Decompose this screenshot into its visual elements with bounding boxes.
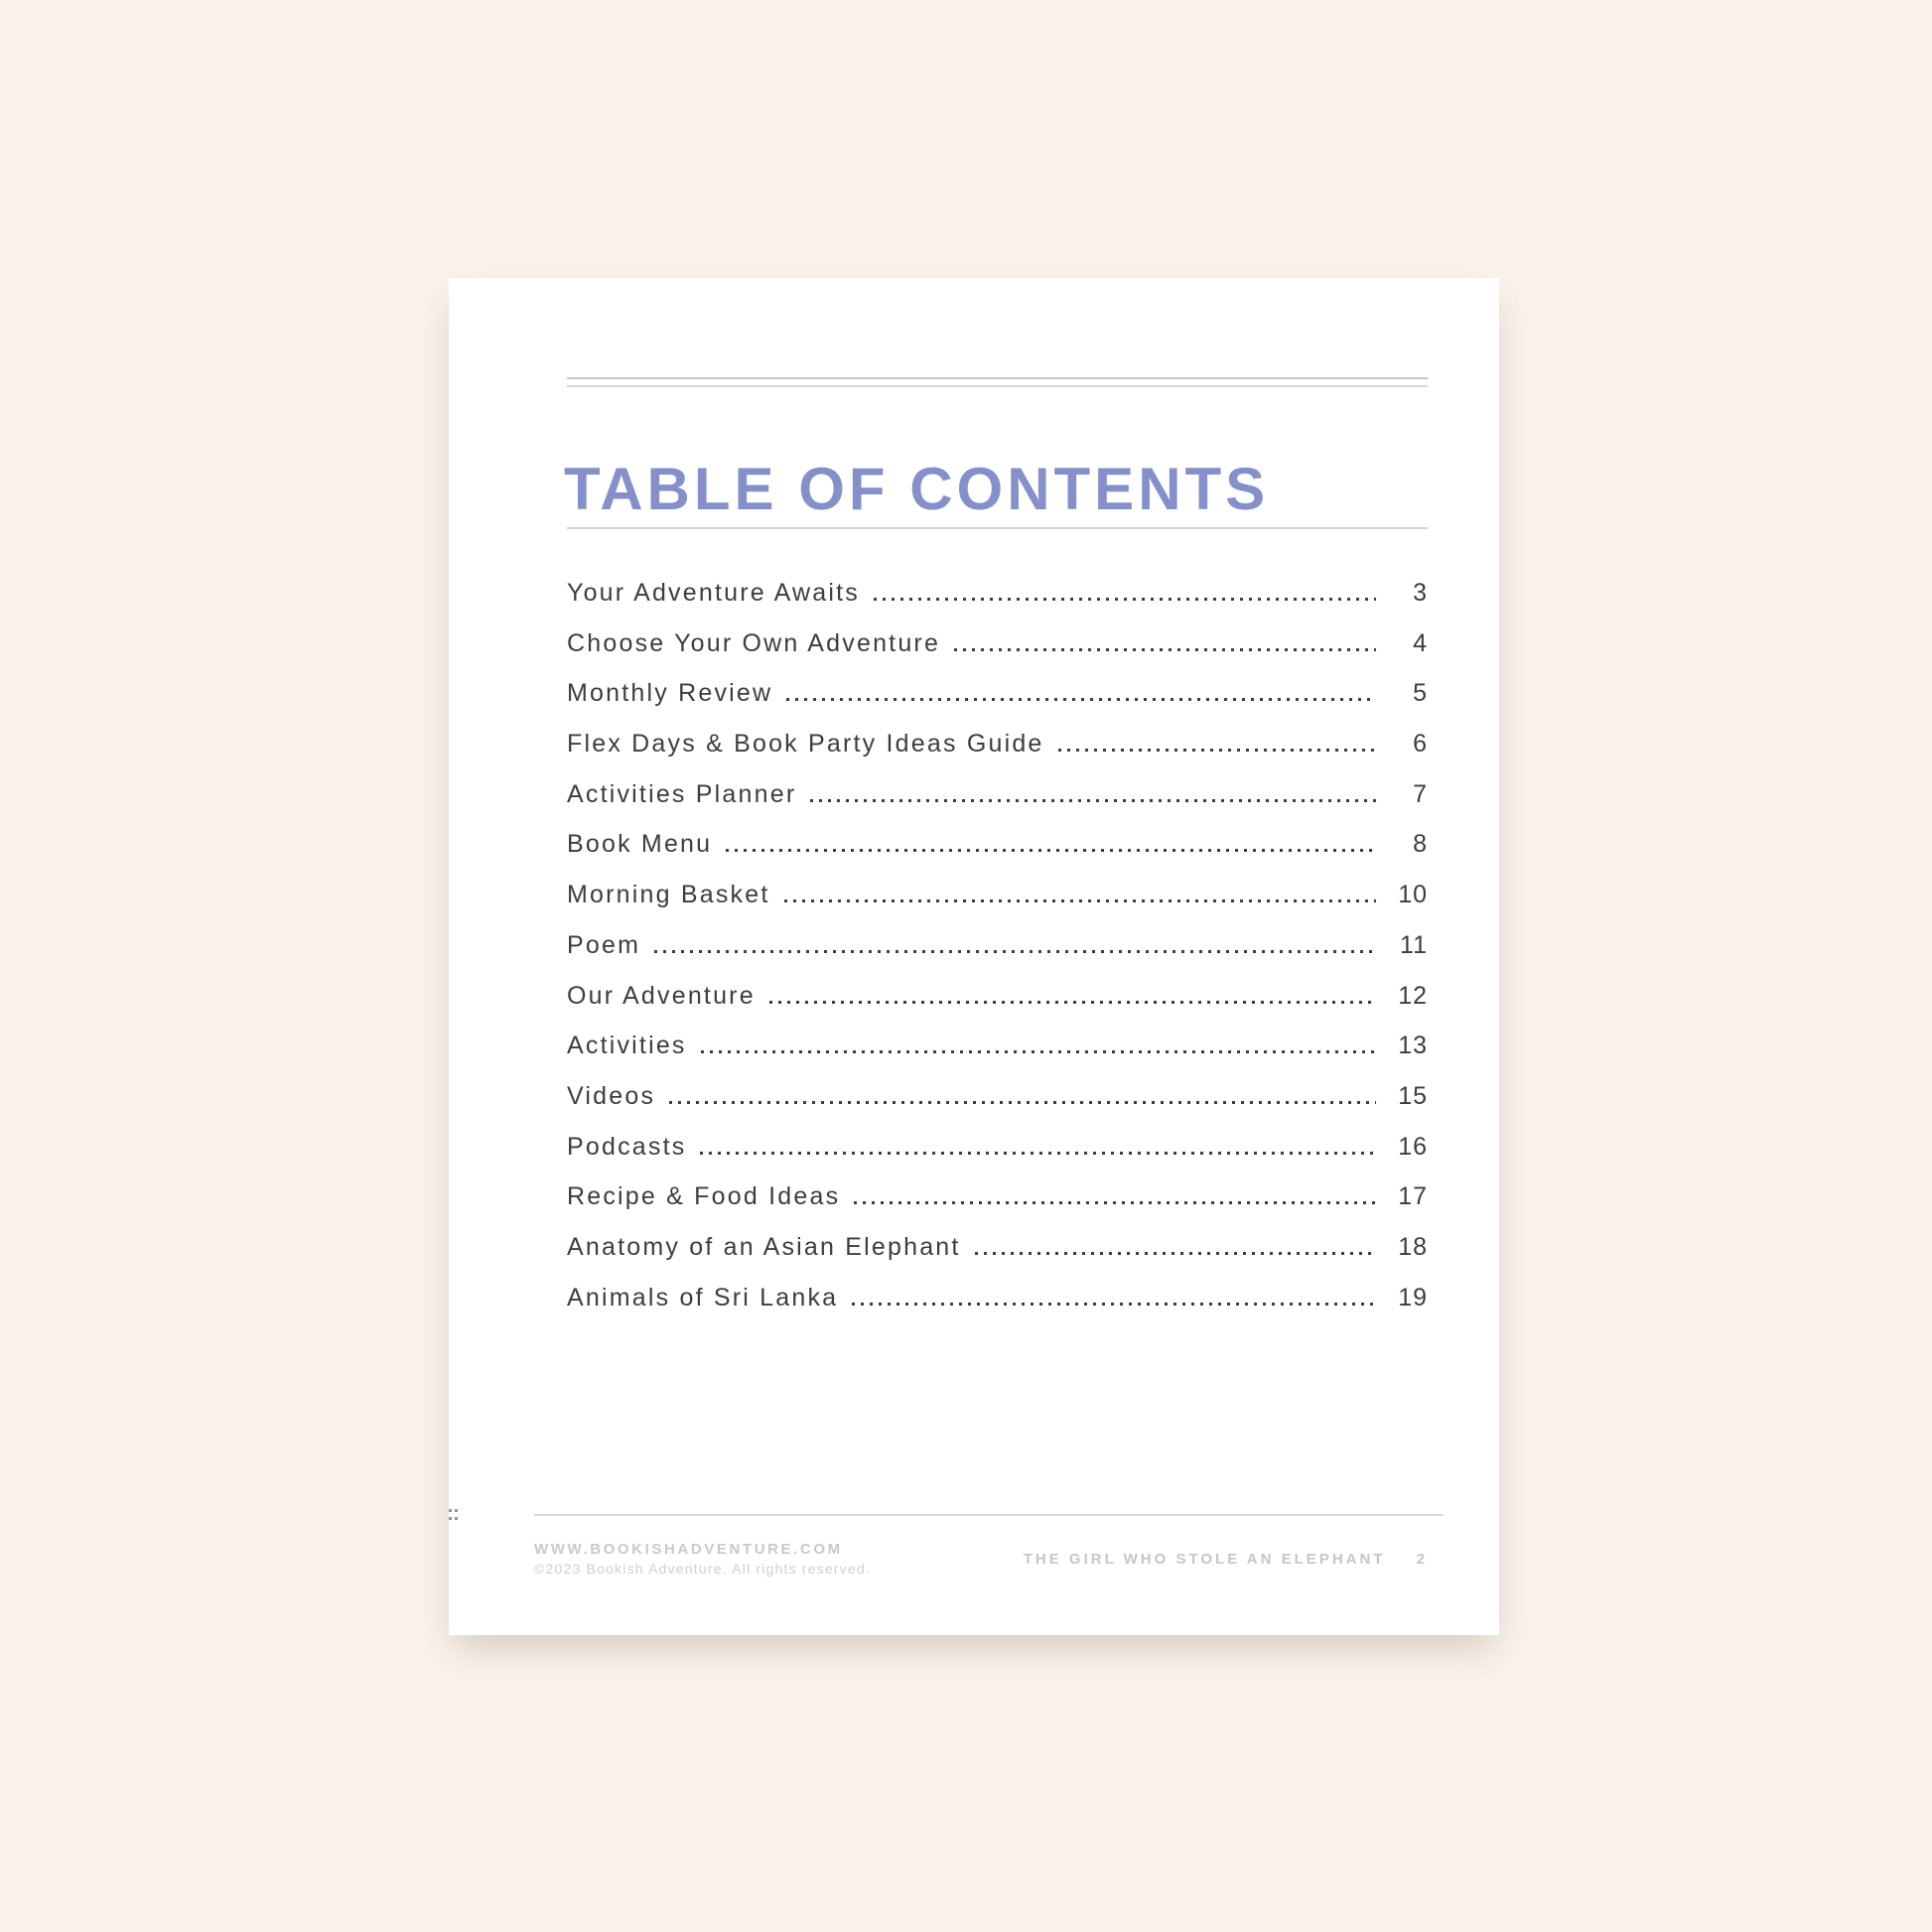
toc-entry-label: Videos [567,1081,656,1110]
footer-copyright: ©2023 Bookish Adventure. All rights reserved. [534,1561,872,1577]
toc-entry-label: Your Adventure Awaits [567,579,860,607]
toc-entry-page: 16 [1398,1132,1428,1161]
toc-entry-label: Anatomy of an Asian Elephant [567,1232,961,1261]
toc-entry-label: Choose Your Own Adventure [567,628,941,657]
toc-entry-page: 6 [1413,730,1428,759]
toc-row[interactable] [567,1273,1428,1323]
toc-entry-page: 13 [1398,1032,1428,1060]
toc-dot-leader [810,799,1376,802]
top-double-rule-upper [567,377,1428,379]
toc-list [567,568,1428,1322]
document-page [449,278,1499,1635]
toc-entry-page: 10 [1398,881,1428,909]
toc-entry-page: 8 [1413,830,1428,859]
toc-entry-label: Poem [567,930,641,959]
toc-row[interactable] [567,920,1428,971]
toc-entry-page: 12 [1398,981,1428,1010]
toc-entry-label: Animals of Sri Lanka [567,1283,839,1311]
toc-dot-leader [852,1303,1376,1306]
toc-row[interactable] [567,568,1428,619]
toc-row[interactable] [567,1021,1428,1071]
toc-dot-leader [874,598,1376,601]
toc-entry-page: 19 [1398,1283,1428,1311]
toc-row[interactable] [567,1222,1428,1273]
toc-dot-leader [1058,749,1376,752]
toc-dot-leader [654,950,1376,953]
toc-dot-leader [769,1001,1376,1004]
footer-book-title: THE GIRL WHO STOLE AN ELEPHANT [1023,1551,1386,1568]
footer-rule [534,1514,1444,1516]
toc-dot-leader [786,698,1376,701]
binding-dots-icon [449,1517,461,1520]
toc-entry-label: Activities [567,1032,687,1060]
toc-row[interactable] [567,619,1428,669]
toc-entry-label: Podcasts [567,1132,687,1161]
toc-entry-label: Monthly Review [567,679,773,708]
toc-entry-page: 5 [1413,679,1428,708]
toc-row[interactable] [567,1071,1428,1122]
toc-row[interactable] [567,668,1428,719]
toc-row[interactable] [567,819,1428,870]
toc-entry-page: 3 [1413,579,1428,607]
toc-row[interactable] [567,1172,1428,1222]
binding-dots-icon [449,1509,461,1512]
toc-dot-leader [975,1252,1376,1255]
toc-entry-label: Morning Basket [567,881,770,909]
top-double-rule-lower [567,385,1428,387]
toc-entry-label: Flex Days & Book Party Ideas Guide [567,730,1044,759]
footer-website-link[interactable]: WWW.BOOKISHADVENTURE.COM [534,1541,843,1558]
toc-row[interactable] [567,769,1428,820]
toc-entry-page: 18 [1398,1232,1428,1261]
toc-dot-leader [854,1201,1376,1204]
footer-page-number: 2 [1416,1551,1428,1568]
toc-dot-leader [669,1101,1376,1104]
toc-row[interactable] [567,1122,1428,1173]
page-edge-binding-marks [449,1509,461,1525]
toc-row[interactable] [567,870,1428,920]
page-title: TABLE OF CONTENTS [564,456,1270,523]
toc-dot-leader [954,648,1376,651]
toc-entry-page: 15 [1398,1081,1428,1110]
toc-dot-leader [726,849,1376,852]
toc-entry-page: 11 [1400,930,1428,959]
toc-entry-label: Book Menu [567,830,713,859]
toc-row[interactable] [567,971,1428,1022]
toc-entry-label: Our Adventure [567,981,756,1010]
toc-row[interactable] [567,719,1428,769]
toc-entry-page: 17 [1398,1182,1428,1211]
toc-entry-page: 4 [1413,628,1428,657]
footer-book-info [1024,1551,1428,1568]
toc-entry-label: Activities Planner [567,779,797,808]
toc-dot-leader [700,1152,1376,1155]
title-underline-rule [567,527,1428,529]
toc-entry-label: Recipe & Food Ideas [567,1182,841,1211]
toc-dot-leader [784,899,1377,902]
toc-entry-page: 7 [1413,779,1428,808]
toc-dot-leader [701,1050,1376,1053]
